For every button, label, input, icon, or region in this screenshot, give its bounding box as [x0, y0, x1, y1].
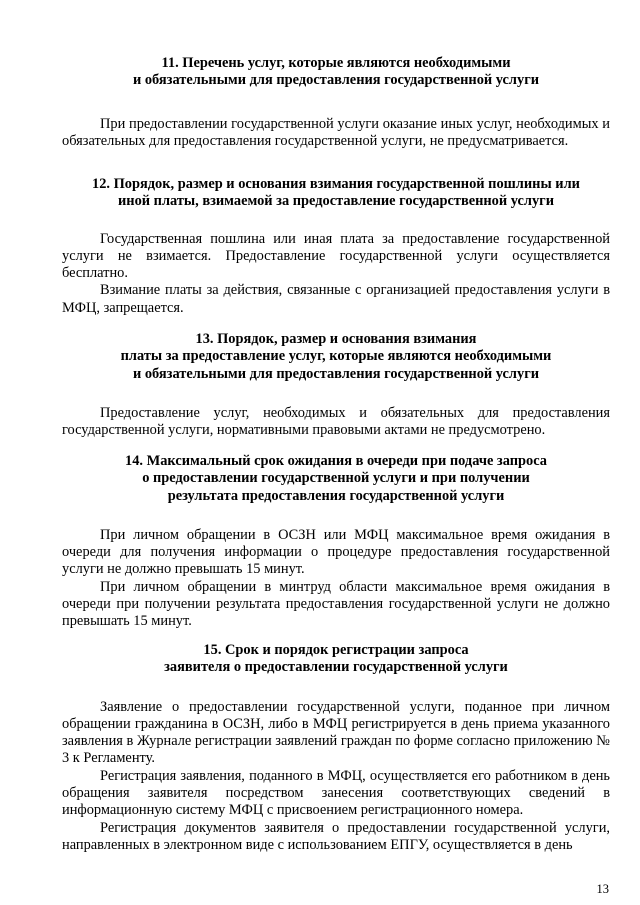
- section-heading: [62, 55, 610, 90]
- paragraph: Предоставление услуг, необходимых и обязательных для предоставления государственной услуги, нормативными правовыми актами не предусмотрено.: [62, 404, 610, 439]
- page-number: 13: [596, 882, 609, 896]
- paragraph: Регистрация заявления, поданного в МФЦ, осуществляется его работником в день обращения заявителя посредством занесения соответствующих сведений в информационную систему МФЦ с присвоением регистрационного номера.: [62, 767, 610, 819]
- paragraph: Государственная пошлина или иная плата за предоставление государственной услуги не взимается. Предоставление государственной услуги осуществляется бесплатно.: [62, 230, 610, 282]
- heading-line: 15. Срок и порядок регистрации запроса: [203, 642, 469, 658]
- heading-line: 12. Порядок, размер и основания взимания государственной пошлины или: [92, 176, 580, 192]
- paragraph: Взимание платы за действия, связанные с организацией предоставления услуги в МФЦ, запрещается.: [62, 282, 610, 316]
- heading-line: результата предоставления государственной услуги: [167, 487, 505, 504]
- section-14: [62, 453, 610, 631]
- heading-line: и обязательными для предоставления государственной услуги: [132, 72, 540, 89]
- heading-line: платы за предоставление услуг, которые являются необходимыми: [120, 348, 552, 365]
- section-heading: [62, 331, 610, 383]
- paragraph: При личном обращении в минтруд области максимальное время ожидания в очереди при получении результата предоставления государственной услуги не должно превышать 15 минут.: [62, 578, 610, 630]
- section-heading: [62, 642, 610, 677]
- section-12: [62, 176, 610, 317]
- heading-line: 14. Максимальный срок ожидания в очереди при подаче запроса: [125, 453, 547, 469]
- heading-line: иной платы, взимаемой за предоставление государственной услуги: [117, 193, 555, 210]
- section-11: [62, 55, 610, 150]
- section-13: [62, 331, 610, 439]
- paragraph: При предоставлении государственной услуги оказание иных услуг, необходимых и обязательных для предоставления государственной услуги, не предусматривается.: [62, 115, 610, 149]
- heading-line: заявителя о предоставлении государственной услуги: [164, 659, 508, 676]
- section-heading: [62, 453, 610, 505]
- heading-line: 11. Перечень услуг, которые являются необходимыми: [161, 55, 511, 71]
- section-heading: [62, 176, 610, 211]
- paragraph: При личном обращении в ОСЗН или МФЦ максимальное время ожидания в очереди для получения информации о процедуре предоставления государственной услуги не должно превышать 15 минут.: [62, 526, 610, 578]
- heading-line: и обязательными для предоставления государственной услуги: [132, 365, 540, 382]
- heading-line: 13. Порядок, размер и основания взимания: [195, 331, 477, 347]
- paragraph: Регистрация документов заявителя о предоставлении государственной услуги, направленных в электронном виде с использованием ЕПГУ, осуществляется в день: [62, 819, 610, 853]
- paragraph: Заявление о предоставлении государственной услуги, поданное при личном обращении гражданина в ОСЗН, либо в МФЦ регистрируется в день приема указанного заявления в Журнале регистрации заявлений граждан по форме согласно приложению № 3 к Регламенту.: [62, 698, 610, 767]
- heading-line: о предоставлении государственной услуги и при получении: [142, 470, 530, 487]
- section-15: [62, 642, 610, 854]
